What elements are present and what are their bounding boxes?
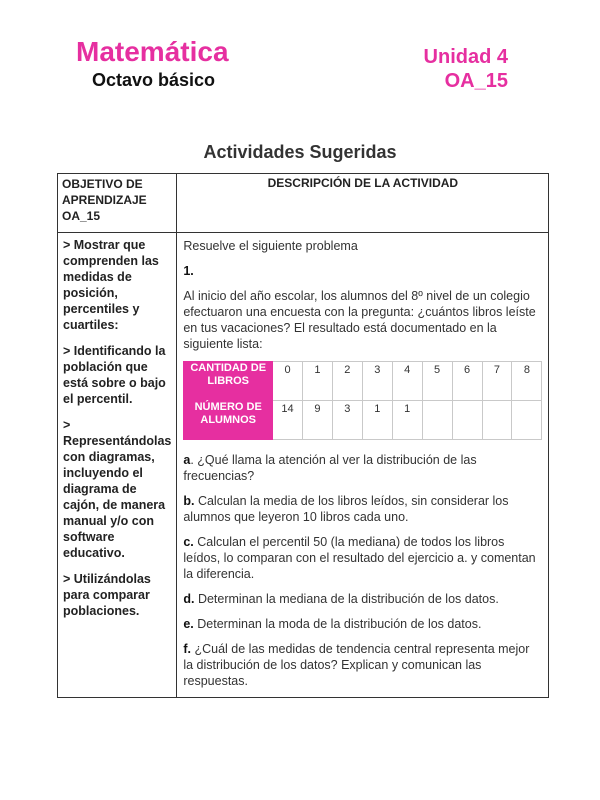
problem-text: Al inicio del año escolar, los alumnos del 8º nivel de un colegio efectuaron una encuesta con la pregunta: ¿cuántos libros leíste en tus vacaciones? El resultado está documentado en la siguiente lista:	[183, 289, 536, 351]
books-value: 5	[422, 362, 452, 401]
question-b	[183, 493, 542, 525]
section-title: Actividades Sugeridas	[203, 142, 397, 162]
question-text: Determinan la moda de la distribución de los datos.	[193, 617, 482, 631]
students-value: 14	[273, 401, 303, 440]
students-value: 1	[362, 401, 392, 440]
books-value: 7	[482, 362, 512, 401]
description-header: DESCRIPCIÓN DE LA ACTIVIDAD	[267, 176, 459, 190]
question-c	[183, 534, 542, 582]
activity-description	[177, 233, 548, 697]
question-f	[183, 641, 542, 689]
question-text: Calculan el percentil 50 (la mediana) de todos los libros leídos, lo comparan con el resultado del ejercicio a. y comentan la diferencia.	[183, 535, 536, 581]
students-value	[482, 401, 512, 440]
objective-item: > Utilizándolas para comparar poblaciones.	[63, 572, 151, 618]
books-value: 2	[332, 362, 362, 401]
question-text: ¿Cuál de las medidas de tendencia central representa mejor la distribución de los datos? Explican y comunican las respuestas.	[183, 642, 530, 688]
question-letter: b.	[183, 494, 195, 508]
objectives-list	[58, 233, 176, 633]
question-text: Determinan la mediana de la distribución de los datos.	[194, 592, 499, 606]
question-letter: a	[183, 453, 191, 467]
question-letter: d.	[183, 592, 195, 606]
frequency-table	[183, 361, 542, 440]
students-value	[452, 401, 482, 440]
books-value: 6	[452, 362, 482, 401]
question-letter: e.	[183, 617, 194, 631]
books-value: 3	[362, 362, 392, 401]
objective-header: OBJETIVO DE APRENDIZAJE OA_15	[62, 177, 147, 223]
table-header-row	[58, 174, 549, 233]
activity-intro: Resuelve el siguiente problema	[183, 239, 358, 253]
table-content-row	[58, 233, 549, 698]
question-letter: f.	[183, 642, 191, 656]
books-value: 8	[512, 362, 542, 401]
question-d	[183, 591, 542, 607]
books-row-label: CANTIDAD DE LIBROS	[184, 362, 273, 401]
books-row	[184, 362, 542, 401]
question-text: . ¿Qué llama la atención al ver la distribución de las frecuencias?	[183, 453, 477, 483]
students-value: 1	[392, 401, 422, 440]
students-value: 3	[332, 401, 362, 440]
unit-label: Unidad 4	[423, 46, 508, 68]
question-letter: c.	[183, 535, 194, 549]
objective-item: > Mostrar que comprenden las medidas de posición, percentiles y cuartiles:	[63, 238, 159, 332]
subject-title: Matemática	[76, 36, 229, 67]
level-subtitle: Octavo básico	[92, 70, 216, 90]
books-value: 4	[392, 362, 422, 401]
books-value: 1	[302, 362, 332, 401]
objective-code: OA_15	[444, 70, 508, 92]
objective-item: > Identificando la población que está sobre o bajo el percentil.	[63, 344, 166, 406]
students-row	[184, 401, 542, 440]
students-value	[512, 401, 542, 440]
students-value: 9	[302, 401, 332, 440]
students-row-label: NÚMERO DE ALUMNOS	[184, 401, 273, 440]
books-value: 0	[273, 362, 303, 401]
students-value	[422, 401, 452, 440]
question-e	[183, 616, 542, 632]
activities-table	[57, 173, 549, 698]
problem-number: 1.	[183, 264, 194, 278]
question-a	[183, 452, 542, 484]
objective-item: > Representándolas con diagramas, incluyendo el diagrama de cajón, de manera manual y/o con software educativo.	[63, 418, 172, 560]
question-text: Calculan la media de los libros leídos, sin considerar los alumnos que leyeron 10 libros cada uno.	[183, 494, 509, 524]
